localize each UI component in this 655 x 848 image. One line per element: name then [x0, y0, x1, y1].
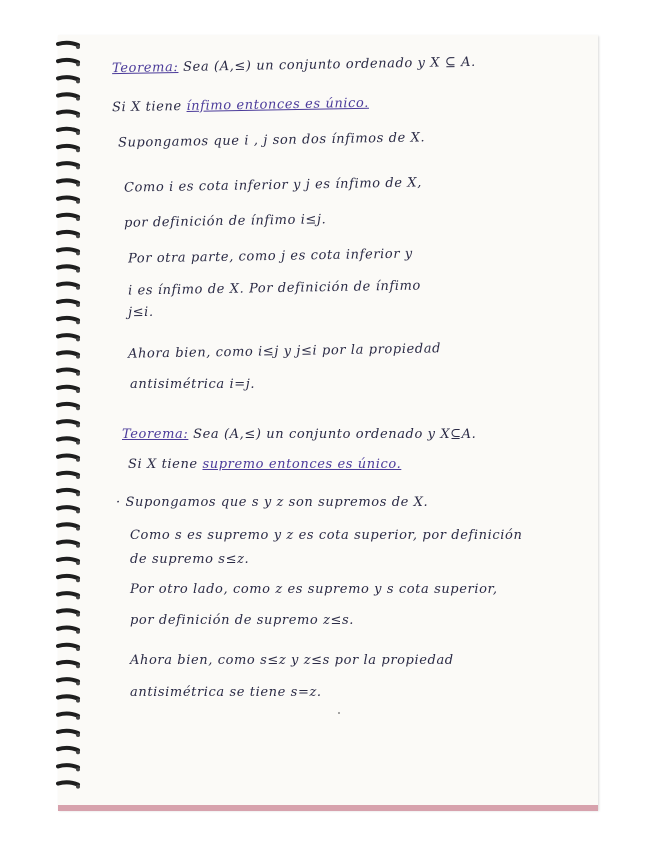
- spiral-coil: [58, 198, 80, 204]
- spiral-coil: [58, 628, 80, 634]
- spiral-coil: [58, 610, 80, 616]
- spiral-coil: [58, 696, 80, 702]
- spiral-coil: [58, 421, 80, 427]
- spiral-coil: [58, 335, 80, 341]
- spiral-coil: [58, 180, 80, 186]
- proof2-line: por definición de supremo z≤s.: [130, 613, 355, 628]
- spiral-coil: [58, 163, 80, 169]
- spiral-coil: [58, 301, 80, 307]
- spiral-coil: [58, 404, 80, 410]
- spiral-coil: [58, 77, 80, 83]
- spiral-coil: [58, 714, 80, 720]
- proof1-line: j≤i.: [127, 304, 154, 321]
- theorem1-claim-prefix: Si X tiene: [111, 99, 182, 116]
- spiral-coil: [58, 593, 80, 599]
- proof1-line: Ahora bien, como i≤j y j≤i por la propiedad: [127, 341, 442, 362]
- proof2-line: Por otro lado, como z es supremo y s cota superior,: [130, 582, 498, 597]
- spiral-coil: [58, 645, 80, 651]
- proof1-line: Supongamos que i , j son dos ínfimos de X.: [117, 130, 426, 151]
- theorem2-claim: [128, 457, 401, 472]
- proof1-line: Como i es cota inferior y j es ínfimo de X,: [123, 175, 423, 196]
- spiral-coil: [58, 284, 80, 290]
- spiral-coil: [58, 456, 80, 462]
- spiral-coil: [58, 352, 80, 358]
- spiral-coil: [58, 765, 80, 771]
- spiral-coil: [58, 215, 80, 221]
- stray-dot: [338, 712, 340, 714]
- spiral-binding: [56, 38, 84, 808]
- spiral-coil: [58, 232, 80, 238]
- spiral-coil: [58, 731, 80, 737]
- proof2-line: Como s es supremo y z es cota superior, por definición: [130, 528, 523, 543]
- proof2-line: antisimétrica se tiene s=z.: [130, 685, 322, 700]
- spiral-coil: [58, 146, 80, 152]
- theorem2-heading: [122, 427, 476, 442]
- theorem2-title: Teorema:: [122, 427, 189, 442]
- proof1-line: Por otra parte, como j es cota inferior y: [127, 246, 413, 267]
- spiral-coil: [58, 438, 80, 444]
- theorem2-claim-prefix: Si X tiene: [128, 457, 198, 472]
- theorem1-title: Teorema:: [111, 60, 179, 77]
- spiral-coil: [58, 679, 80, 685]
- spiral-coil: [58, 370, 80, 376]
- spiral-coil: [58, 559, 80, 565]
- spiral-coil: [58, 662, 80, 668]
- spiral-coil: [58, 266, 80, 272]
- spiral-coil: [58, 748, 80, 754]
- spiral-coil: [58, 249, 80, 255]
- spiral-coil: [58, 524, 80, 530]
- spiral-coil: [58, 490, 80, 496]
- spiral-coil: [58, 782, 80, 788]
- spiral-coil: [58, 129, 80, 135]
- spiral-coil: [58, 576, 80, 582]
- spiral-coil: [58, 473, 80, 479]
- proof2-line: Ahora bien, como s≤z y z≤s por la propiedad: [130, 653, 454, 668]
- spiral-coil: [58, 318, 80, 324]
- theorem1-statement: Sea (A,≤) un conjunto ordenado y X ⊆ A.: [182, 54, 476, 75]
- spiral-coil: [58, 542, 80, 548]
- theorem1-claim-underlined: ínfimo entonces es único.: [186, 95, 370, 114]
- page-edge: [58, 805, 598, 811]
- theorem2-statement: Sea (A,≤) un conjunto ordenado y X⊆A.: [193, 427, 477, 442]
- spiral-coil: [58, 60, 80, 66]
- proof2-line: · Supongamos que s y z son supremos de X.: [116, 495, 429, 510]
- proof2-line: de supremo s≤z.: [130, 552, 250, 567]
- spiral-coil: [58, 94, 80, 100]
- proof1-line: i es ínfimo de X. Por definición de ínfimo: [127, 278, 422, 299]
- proof1-line: antisimétrica i=j.: [130, 377, 256, 392]
- spiral-coil: [58, 507, 80, 513]
- spiral-coil: [58, 387, 80, 393]
- proof1-line: por definición de ínfimo i≤j.: [123, 212, 327, 231]
- spiral-coil: [58, 112, 80, 118]
- spiral-coil: [58, 43, 80, 49]
- theorem2-claim-underlined: supremo entonces es único.: [202, 457, 402, 472]
